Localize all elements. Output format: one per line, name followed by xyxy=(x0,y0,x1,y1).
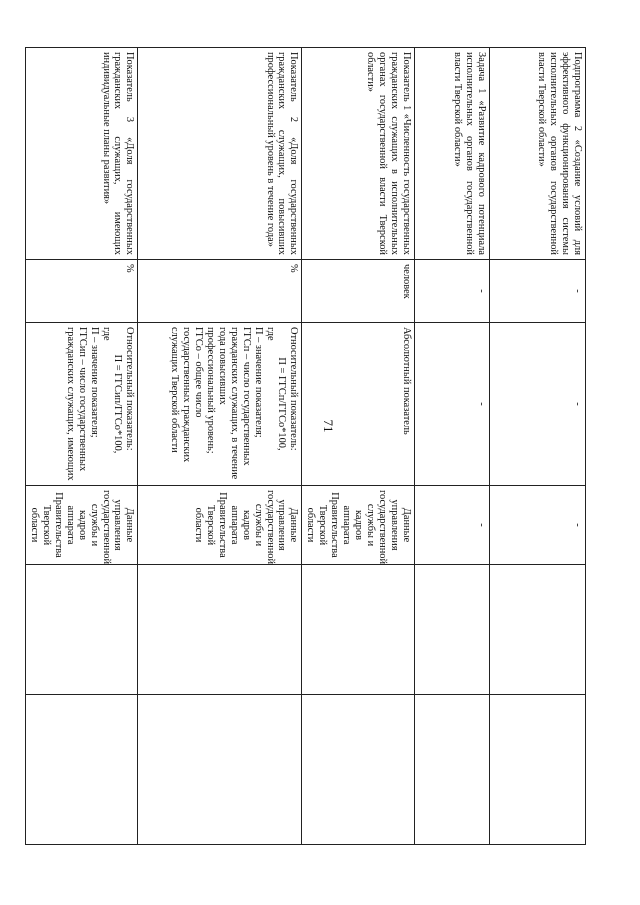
source-line: государственной xyxy=(377,490,389,565)
row-name-cell: Показатель 3 «Доля государственных гражданских служащих, имеющих индивидуальные планы развития» xyxy=(25,48,138,260)
row-source-cell xyxy=(138,486,302,565)
row-unit-cell: % xyxy=(138,260,302,323)
row-name-cell: Задача 1 «Развитие кадрового потенциала исполнительных органов государственной власти Тверской области» xyxy=(415,48,490,260)
source-line: аппарата xyxy=(64,505,76,545)
empty-cell xyxy=(302,695,415,845)
source-line: Тверской области xyxy=(305,504,329,546)
source-line: службы и кадров xyxy=(240,503,264,547)
row-unit-cell: - xyxy=(490,260,586,323)
empty-cell xyxy=(25,565,138,695)
empty-cell xyxy=(415,565,490,695)
method-formula: П = ГГСп/ГГСо*100, xyxy=(276,357,288,451)
method-line: П – значение показателя; xyxy=(252,327,264,438)
method-line: где xyxy=(100,327,112,341)
row-unit-cell: % xyxy=(25,260,138,323)
row-name-cell: Показатель 2 «Доля государственных гражданских служащих, повысивших профессиональный уровень в течение года» xyxy=(138,48,302,260)
table-row xyxy=(415,48,490,845)
row-unit-cell: человек xyxy=(302,260,415,323)
source-line: службы и кадров xyxy=(76,503,100,547)
source-line: Тверской области xyxy=(28,504,52,546)
row-method-cell: - xyxy=(415,323,490,486)
source-line: Правительства xyxy=(329,492,341,558)
row-method-cell: - xyxy=(490,323,586,486)
table-row xyxy=(25,48,138,845)
method-line: ГГСп – число государственных гражданских служащих, в течение года повысивших профессиональный уровень; xyxy=(204,327,252,480)
method-line: ГГСип – число государственных гражданских служащих, имеющих xyxy=(64,327,88,481)
source-line: Правительства xyxy=(52,492,64,558)
method-title: Относительный показатель: xyxy=(124,327,136,451)
row-method-cell: Абсолютный показатель xyxy=(302,323,415,486)
source-line: службы и кадров xyxy=(353,503,377,547)
empty-cell xyxy=(415,695,490,845)
source-line: государственной xyxy=(264,490,276,565)
source-line: аппарата xyxy=(228,505,240,545)
source-line: Правительства xyxy=(216,492,228,558)
row-method-cell xyxy=(25,323,138,486)
empty-cell xyxy=(138,695,302,845)
row-unit-cell: - xyxy=(415,260,490,323)
row-method-cell xyxy=(138,323,302,486)
source-line: аппарата xyxy=(341,505,353,545)
empty-cell xyxy=(302,565,415,695)
source-line: государственной xyxy=(100,490,112,565)
row-name-cell: Показатель 1 «Численность государственных гражданских служащих в исполнительных органах государственной власти Тверской области» xyxy=(302,48,415,260)
table-row xyxy=(138,48,302,845)
row-name-cell: Подпрограмма 2 «Создание условий для эффективного функционирования системы исполнительных органов государственной власти Тверской области» xyxy=(490,48,586,260)
indicators-table xyxy=(25,47,586,845)
row-source-cell: - xyxy=(415,486,490,565)
empty-cell xyxy=(490,695,586,845)
row-source-cell: - xyxy=(490,486,586,565)
source-line: Данные управления xyxy=(112,499,136,551)
row-source-cell xyxy=(25,486,138,565)
method-line: где xyxy=(264,327,276,341)
source-line: Данные управления xyxy=(276,499,300,551)
row-source-cell xyxy=(302,486,415,565)
method-line: П – значение показателя; xyxy=(88,327,100,438)
empty-cell xyxy=(25,695,138,845)
empty-cell xyxy=(138,565,302,695)
empty-cell xyxy=(490,565,586,695)
method-line: ГГСо – общее число государственных гражданских служащих Тверской области xyxy=(168,327,204,463)
source-line: Данные управления xyxy=(389,499,412,551)
table-row xyxy=(302,48,415,845)
method-formula: П = ГГСип/ГГСо*100, xyxy=(112,354,124,454)
method-title: Относительный показатель: xyxy=(288,327,300,451)
page-number: 71 xyxy=(321,419,336,433)
rotated-table-container xyxy=(28,47,586,844)
source-line: Тверской области xyxy=(192,504,216,546)
table-row xyxy=(490,48,586,845)
